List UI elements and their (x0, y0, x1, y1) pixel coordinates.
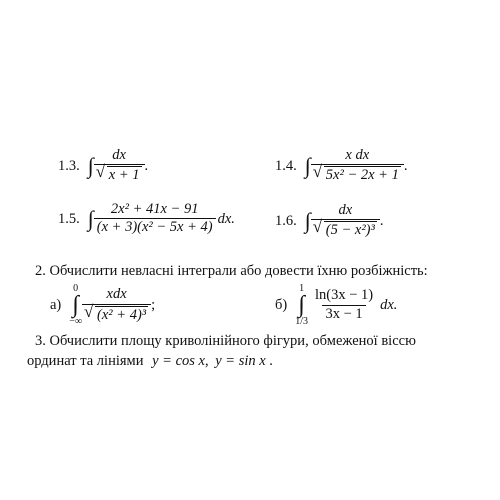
fraction (311, 148, 404, 184)
tail: . (379, 212, 384, 229)
tail: dx. (380, 296, 398, 313)
problem-1-3 (58, 148, 148, 184)
task-3-text: ординат та лініями (27, 353, 144, 369)
radicand: 5x² − 2x + 1 (325, 167, 399, 184)
problem-label: 1.3. (58, 157, 80, 174)
fraction (94, 202, 216, 236)
integral-sign: ∫ (304, 153, 311, 179)
integral-sign: ∫ (298, 292, 305, 318)
problem-label: 1.6. (275, 212, 297, 229)
lower-limit: −∞ (69, 315, 83, 327)
fraction (311, 203, 380, 239)
item-label: а) (50, 296, 62, 313)
fraction (312, 288, 376, 322)
numerator: dx (112, 147, 126, 163)
end-mark: . (269, 353, 273, 369)
numerator: xdx (106, 286, 127, 303)
fraction (82, 287, 151, 323)
task-2-a (50, 284, 155, 327)
task-2-b (275, 284, 397, 327)
radicand: x + 1 (108, 167, 140, 184)
integral-sign: ∫ (87, 153, 94, 179)
numerator: x dx (345, 147, 370, 163)
denominator: (x + 3)(x² − 5x + 4) (94, 218, 216, 236)
integral-sign: ∫ (72, 292, 79, 318)
integral-with-limits (69, 284, 82, 327)
lower-limit: 1/3 (295, 315, 308, 327)
numerator: 2x² + 41x − 91 (110, 201, 199, 217)
numerator: dx (338, 202, 353, 218)
item-label: б) (275, 296, 288, 313)
problem-label: 1.4. (275, 157, 297, 174)
tail: . (144, 157, 149, 174)
task-3-line-2 (27, 352, 273, 370)
denominator: 3x − 1 (322, 305, 365, 323)
fraction (94, 148, 145, 184)
problem-1-5 (58, 202, 235, 236)
problem-label: 1.5. (58, 210, 80, 227)
separator: , (204, 353, 209, 369)
task-2-heading: 2. Обчислити невласні інтеграли або довести їхню розбіжність: (35, 263, 428, 279)
problem-1-6 (275, 203, 383, 239)
tail: dx. (217, 210, 235, 227)
tail: . (403, 157, 408, 174)
tail: ; (151, 296, 156, 313)
integral-sign: ∫ (304, 208, 311, 234)
equation-cos: y = cos x (152, 353, 205, 369)
upper-limit: 1 (299, 283, 305, 294)
task-3-line-1: 3. Обчислити площу криволінійного фігури, обмеженої віссю (35, 333, 416, 349)
numerator: ln(3x − 1) (315, 287, 374, 304)
radicand: (5 − x²)³ (325, 222, 375, 239)
equation-sin: y = sin x (215, 353, 266, 369)
integral-with-limits (295, 284, 308, 327)
integral-sign: ∫ (87, 206, 94, 232)
upper-limit: 0 (73, 283, 79, 294)
problem-1-4 (275, 148, 407, 184)
radicand: (x² + 4)³ (97, 306, 147, 323)
